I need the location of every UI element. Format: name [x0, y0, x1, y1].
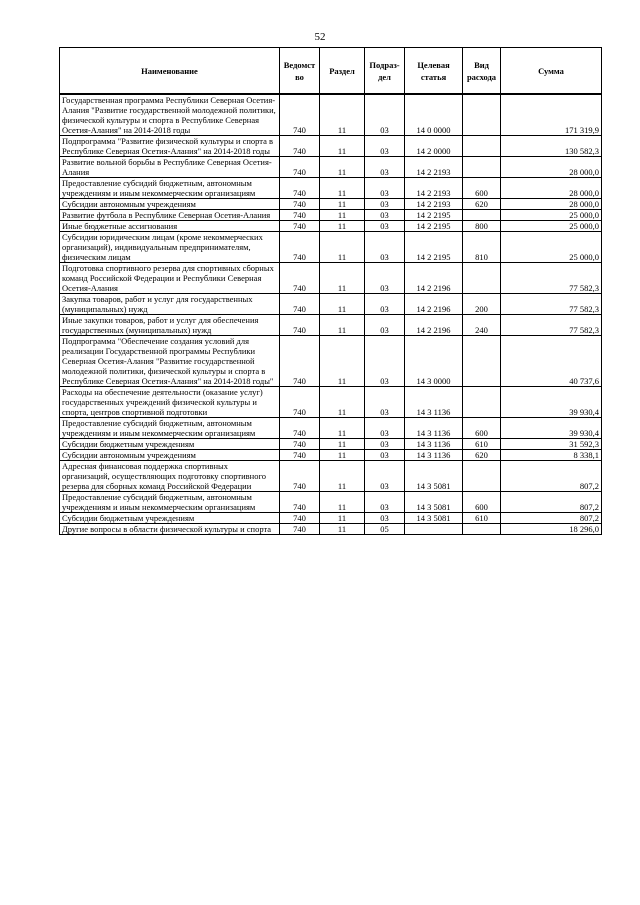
- row-subsection: 03: [365, 439, 405, 450]
- row-subsection: 03: [365, 294, 405, 315]
- row-type: 240: [463, 315, 501, 336]
- row-name: Иные бюджетные ассигнования: [60, 221, 280, 232]
- row-name: Подготовка спортивного резерва для спортивных сборных команд Российской Федерации и Республики Северная Осетия-Алания: [60, 263, 280, 294]
- row-section: 11: [320, 232, 365, 263]
- table-row: [60, 450, 602, 461]
- row-dept: 740: [280, 492, 320, 513]
- row-type: [463, 336, 501, 387]
- row-section: 11: [320, 336, 365, 387]
- row-dept: 740: [280, 315, 320, 336]
- row-name: Субсидии автономным учреждениям: [60, 450, 280, 461]
- row-dept: 740: [280, 450, 320, 461]
- row-section: 11: [320, 461, 365, 492]
- row-target: 14 3 0000: [405, 336, 463, 387]
- row-name: Другие вопросы в области физической культуры и спорта: [60, 524, 280, 535]
- row-section: 11: [320, 294, 365, 315]
- table-row: [60, 210, 602, 221]
- row-name: Субсидии бюджетным учреждениям: [60, 513, 280, 524]
- row-dept: 740: [280, 461, 320, 492]
- row-subsection: 03: [365, 178, 405, 199]
- table-row: [60, 513, 602, 524]
- row-subsection: 03: [365, 210, 405, 221]
- page-number: 52: [314, 31, 326, 43]
- row-subsection: 03: [365, 232, 405, 263]
- table-row: [60, 263, 602, 294]
- row-name: Предоставление субсидий бюджетным, автономным учреждениям и иным некоммерческим организациям: [60, 418, 280, 439]
- row-subsection: 03: [365, 418, 405, 439]
- header-sum: Сумма: [501, 48, 602, 95]
- row-section: 11: [320, 157, 365, 178]
- row-target: 14 2 2195: [405, 210, 463, 221]
- row-section: 11: [320, 199, 365, 210]
- row-subsection: 03: [365, 136, 405, 157]
- row-subsection: 03: [365, 263, 405, 294]
- row-section: 11: [320, 418, 365, 439]
- row-target: 14 2 2195: [405, 221, 463, 232]
- row-section: 11: [320, 513, 365, 524]
- table-row: [60, 221, 602, 232]
- row-target: 14 3 5081: [405, 461, 463, 492]
- row-target: 14 2 0000: [405, 136, 463, 157]
- row-name: Предоставление субсидий бюджетным, автономным учреждениям и иным некоммерческим организациям: [60, 492, 280, 513]
- row-type: 600: [463, 492, 501, 513]
- row-target: 14 3 1136: [405, 418, 463, 439]
- row-sum: 171 319,9: [501, 94, 602, 136]
- row-subsection: 03: [365, 513, 405, 524]
- row-subsection: 03: [365, 492, 405, 513]
- row-sum: 28 000,0: [501, 199, 602, 210]
- row-name: Подпрограмма "Развитие физической культуры и спорта в Республике Северная Осетия-Алания" на 2014-2018 годы: [60, 136, 280, 157]
- row-name: Закупка товаров, работ и услуг для государственных (муниципальных) нужд: [60, 294, 280, 315]
- header-name: Наименование: [60, 48, 280, 95]
- row-dept: 740: [280, 439, 320, 450]
- row-target: 14 2 2195: [405, 232, 463, 263]
- table-row: [60, 232, 602, 263]
- row-sum: 39 930,4: [501, 387, 602, 418]
- row-dept: 740: [280, 136, 320, 157]
- table-row: [60, 461, 602, 492]
- row-target: 14 3 1136: [405, 439, 463, 450]
- row-target: 14 3 5081: [405, 513, 463, 524]
- row-section: 11: [320, 136, 365, 157]
- row-section: 11: [320, 492, 365, 513]
- row-type: 800: [463, 221, 501, 232]
- table-row: [60, 387, 602, 418]
- row-type: 610: [463, 439, 501, 450]
- row-sum: 28 000,0: [501, 178, 602, 199]
- row-dept: 740: [280, 210, 320, 221]
- row-subsection: 03: [365, 461, 405, 492]
- row-section: 11: [320, 94, 365, 136]
- row-sum: 25 000,0: [501, 210, 602, 221]
- row-section: 11: [320, 450, 365, 461]
- table-header-row: [60, 48, 602, 95]
- row-name: Подпрограмма "Обеспечение создания условий для реализации Государственной программы Республики Северная Осетия-Алания "Развитие государственной молодежной политики, физической культуры и спорта в Республике Северная Осетия-Алания" на 2014-2018 годы": [60, 336, 280, 387]
- table-row: [60, 492, 602, 513]
- row-target: 14 0 0000: [405, 94, 463, 136]
- table-row: [60, 157, 602, 178]
- row-type: [463, 210, 501, 221]
- row-section: 11: [320, 387, 365, 418]
- table-row: [60, 524, 602, 535]
- row-sum: 28 000,0: [501, 157, 602, 178]
- row-type: 610: [463, 513, 501, 524]
- row-dept: 740: [280, 94, 320, 136]
- row-name: Субсидии автономным учреждениям: [60, 199, 280, 210]
- row-target: 14 3 1136: [405, 387, 463, 418]
- row-sum: 8 338,1: [501, 450, 602, 461]
- row-section: 11: [320, 263, 365, 294]
- header-target: Целевая статья: [405, 48, 463, 95]
- row-subsection: 05: [365, 524, 405, 535]
- row-name: Государственная программа Республики Северная Осетия-Алания "Развитие государственной молодежной политики, физической культуры и спорта в Республике Северная Осетия-Алания" на 2014-2018 годы: [60, 94, 280, 136]
- row-target: 14 2 2193: [405, 178, 463, 199]
- row-dept: 740: [280, 157, 320, 178]
- row-sum: 77 582,3: [501, 294, 602, 315]
- row-type: [463, 263, 501, 294]
- header-dept: Ведомст во: [280, 48, 320, 95]
- row-sum: 77 582,3: [501, 263, 602, 294]
- row-target: 14 3 5081: [405, 492, 463, 513]
- table-row: [60, 439, 602, 450]
- row-dept: 740: [280, 513, 320, 524]
- row-section: 11: [320, 439, 365, 450]
- row-dept: 740: [280, 199, 320, 210]
- table-row: [60, 199, 602, 210]
- row-type: [463, 524, 501, 535]
- table-row: [60, 418, 602, 439]
- row-type: 810: [463, 232, 501, 263]
- row-sum: 40 737,6: [501, 336, 602, 387]
- row-dept: 740: [280, 263, 320, 294]
- table-row: [60, 94, 602, 136]
- row-type: 620: [463, 450, 501, 461]
- row-sum: 130 582,3: [501, 136, 602, 157]
- row-type: 200: [463, 294, 501, 315]
- row-name: Развитие футбола в Республике Северная Осетия-Алания: [60, 210, 280, 221]
- row-subsection: 03: [365, 315, 405, 336]
- table-row: [60, 178, 602, 199]
- row-type: [463, 136, 501, 157]
- table-row: [60, 315, 602, 336]
- row-section: 11: [320, 221, 365, 232]
- row-dept: 740: [280, 294, 320, 315]
- row-name: Субсидии бюджетным учреждениям: [60, 439, 280, 450]
- header-subsection: Подраз- дел: [365, 48, 405, 95]
- row-type: 600: [463, 178, 501, 199]
- row-sum: 25 000,0: [501, 221, 602, 232]
- row-section: 11: [320, 524, 365, 535]
- row-subsection: 03: [365, 450, 405, 461]
- row-subsection: 03: [365, 387, 405, 418]
- row-subsection: 03: [365, 157, 405, 178]
- row-type: [463, 461, 501, 492]
- table-row: [60, 294, 602, 315]
- row-name: Иные закупки товаров, работ и услуг для обеспечения государственных (муниципальных) нужд: [60, 315, 280, 336]
- row-target: 14 2 2196: [405, 294, 463, 315]
- row-target: 14 2 2193: [405, 199, 463, 210]
- table-row: [60, 136, 602, 157]
- row-subsection: 03: [365, 94, 405, 136]
- budget-table: [59, 47, 602, 535]
- row-subsection: 03: [365, 221, 405, 232]
- row-dept: 740: [280, 524, 320, 535]
- row-name: Развитие вольной борьбы в Республике Северная Осетия-Алания: [60, 157, 280, 178]
- row-type: [463, 94, 501, 136]
- row-sum: 25 000,0: [501, 232, 602, 263]
- row-subsection: 03: [365, 199, 405, 210]
- header-section: Раздел: [320, 48, 365, 95]
- row-name: Предоставление субсидий бюджетным, автономным учреждениям и иным некоммерческим организациям: [60, 178, 280, 199]
- row-sum: 807,2: [501, 513, 602, 524]
- row-dept: 740: [280, 387, 320, 418]
- row-dept: 740: [280, 178, 320, 199]
- row-type: 620: [463, 199, 501, 210]
- row-target: 14 2 2196: [405, 263, 463, 294]
- row-dept: 740: [280, 232, 320, 263]
- row-section: 11: [320, 178, 365, 199]
- row-sum: 807,2: [501, 461, 602, 492]
- row-subsection: 03: [365, 336, 405, 387]
- row-sum: 39 930,4: [501, 418, 602, 439]
- table-row: [60, 336, 602, 387]
- row-sum: 807,2: [501, 492, 602, 513]
- row-type: [463, 157, 501, 178]
- row-target: 14 2 2193: [405, 157, 463, 178]
- row-sum: 31 592,3: [501, 439, 602, 450]
- row-type: [463, 387, 501, 418]
- row-sum: 18 296,0: [501, 524, 602, 535]
- row-target: 14 2 2196: [405, 315, 463, 336]
- row-dept: 740: [280, 418, 320, 439]
- row-section: 11: [320, 210, 365, 221]
- row-name: Субсидии юридическим лицам (кроме некоммерческих организаций), индивидуальным предпринимателям, физическим лицам: [60, 232, 280, 263]
- header-type: Вид расхода: [463, 48, 501, 95]
- row-dept: 740: [280, 336, 320, 387]
- row-section: 11: [320, 315, 365, 336]
- row-target: 14 3 1136: [405, 450, 463, 461]
- row-type: 600: [463, 418, 501, 439]
- row-name: Расходы на обеспечение деятельности (оказание услуг) государственных учреждений физической культуры и спорта, центров спортивной подготовки: [60, 387, 280, 418]
- row-dept: 740: [280, 221, 320, 232]
- row-target: [405, 524, 463, 535]
- row-sum: 77 582,3: [501, 315, 602, 336]
- row-name: Адресная финансовая поддержка спортивных организаций, осуществляющих подготовку спортивного резерва для сборных команд Российской Федерации: [60, 461, 280, 492]
